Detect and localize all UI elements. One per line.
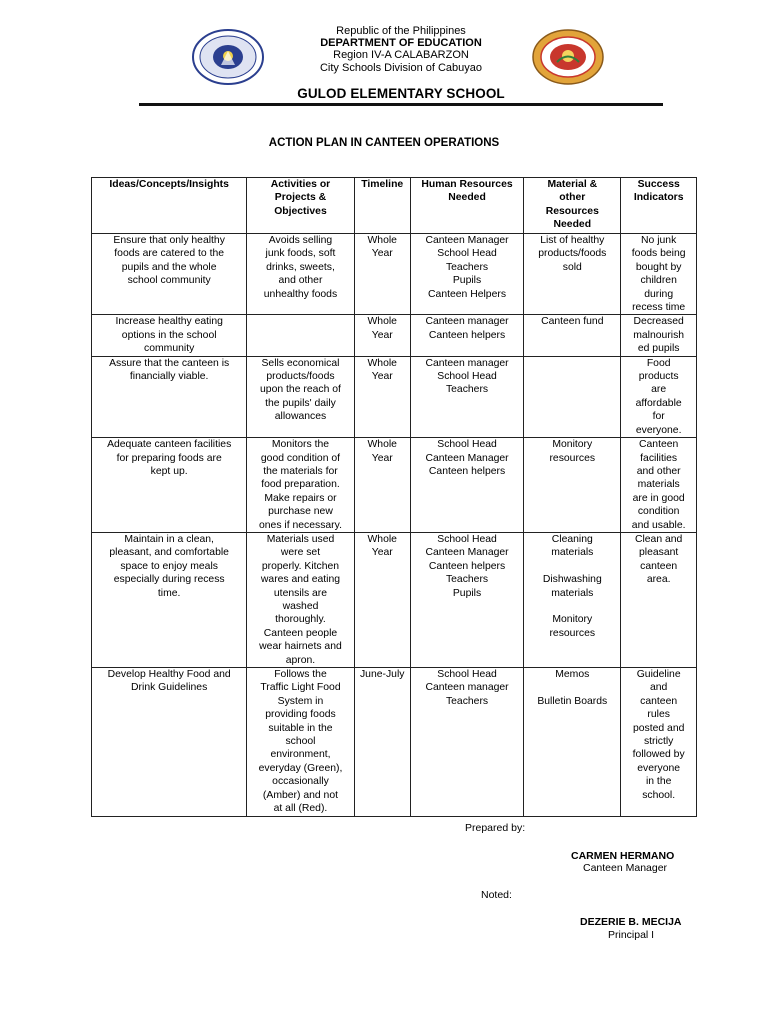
activity-cell — [247, 315, 354, 356]
human-resources-cell: School Head Canteen Manager Canteen helpers Teachers Pupils — [410, 532, 523, 667]
human-resources-cell: Canteen manager Canteen helpers — [410, 315, 523, 356]
action-plan-table — [91, 177, 697, 817]
idea-cell: Assure that the canteen is financially viable. — [92, 356, 247, 437]
header-department: DEPARTMENT OF EDUCATION — [320, 37, 482, 49]
success-indicator-cell: Canteen facilities and other materials are in good condition and usable. — [621, 438, 697, 533]
material-resources-cell: Memos Bulletin Boards — [524, 668, 621, 817]
idea-cell: Adequate canteen facilities for preparing foods are kept up. — [92, 438, 247, 533]
noted-name: DEZERIE B. MECIJA — [580, 916, 682, 928]
column-header: Success Indicators — [621, 178, 697, 234]
idea-cell: Increase healthy eating options in the school community — [92, 315, 247, 356]
noted-role: Principal I — [608, 929, 655, 941]
school-name: GULOD ELEMENTARY SCHOOL — [297, 86, 505, 101]
column-header: Material & other Resources Needed — [524, 178, 621, 234]
table-row — [92, 315, 697, 356]
human-resources-cell: Canteen Manager School Head Teachers Pupils Canteen Helpers — [410, 234, 523, 315]
table-row — [92, 668, 697, 817]
prepared-by-name-wrap — [571, 850, 674, 862]
material-resources-cell: List of healthy products/foods sold — [524, 234, 621, 315]
header-division: City Schools Division of Cabuyao — [319, 62, 483, 74]
document-title: ACTION PLAN IN CANTEEN OPERATIONS — [268, 137, 500, 149]
prepared-by-name: CARMEN HERMANO — [571, 850, 675, 862]
column-header: Activities or Projects & Objectives — [247, 178, 354, 234]
timeline-cell: Whole Year — [354, 438, 410, 533]
success-indicator-cell: Clean and pleasant canteen area. — [621, 532, 697, 667]
activity-cell: Avoids selling junk foods, soft drinks, sweets, and other unhealthy foods — [247, 234, 354, 315]
material-resources-cell: Monitory resources — [524, 438, 621, 533]
human-resources-cell: Canteen manager School Head Teachers — [410, 356, 523, 437]
column-header: Timeline — [354, 178, 410, 234]
timeline-cell: Whole Year — [354, 532, 410, 667]
activity-cell: Follows the Traffic Light Food System in providing foods suitable in the school environment, everyday (Green), occasionally (Amber) and not at all (Red). — [247, 668, 354, 817]
table-header-row — [92, 178, 697, 234]
noted-name-wrap — [580, 916, 682, 928]
header-republic: Republic of the Philippines — [336, 25, 466, 37]
human-resources-cell: School Head Canteen Manager Canteen helpers — [410, 438, 523, 533]
column-header: Ideas/Concepts/Insights — [92, 178, 247, 234]
column-header: Human Resources Needed — [410, 178, 523, 234]
timeline-cell: Whole Year — [354, 234, 410, 315]
success-indicator-cell: No junk foods being bought by children during recess time — [621, 234, 697, 315]
activity-cell: Materials used were set properly. Kitchen wares and eating utensils are washed thoroughly. Canteen people wear hairnets and apron. — [247, 532, 354, 667]
material-resources-cell: Canteen fund — [524, 315, 621, 356]
timeline-cell: Whole Year — [354, 356, 410, 437]
success-indicator-cell: Guideline and canteen rules posted and strictly followed by everyone in the school. — [621, 668, 697, 817]
table-row — [92, 532, 697, 667]
prepared-by-label: Prepared by: — [465, 822, 526, 834]
activity-cell: Monitors the good condition of the materials for food preparation. Make repairs or purchase new ones if necessary. — [247, 438, 354, 533]
table-row — [92, 438, 697, 533]
human-resources-cell: School Head Canteen manager Teachers — [410, 668, 523, 817]
prepared-by-role: Canteen Manager — [583, 862, 668, 874]
activity-cell: Sells economical products/foods upon the reach of the pupils' daily allowances — [247, 356, 354, 437]
noted-label: Noted: — [481, 889, 512, 901]
idea-cell: Ensure that only healthy foods are catered to the pupils and the whole school community — [92, 234, 247, 315]
success-indicator-cell: Food products are affordable for everyone. — [621, 356, 697, 437]
material-resources-cell: Cleaning materials Dishwashing materials Monitory resources — [524, 532, 621, 667]
success-indicator-cell: Decreased malnourish ed pupils — [621, 315, 697, 356]
timeline-cell: June-July — [354, 668, 410, 817]
timeline-cell: Whole Year — [354, 315, 410, 356]
header-region: Region IV-A CALABARZON — [333, 49, 469, 61]
material-resources-cell — [524, 356, 621, 437]
idea-cell: Develop Healthy Food and Drink Guidelines — [92, 668, 247, 817]
header-rule — [139, 103, 663, 106]
table-row — [92, 356, 697, 437]
table-row — [92, 234, 697, 315]
idea-cell: Maintain in a clean, pleasant, and comfortable space to enjoy meals especially during recess time. — [92, 532, 247, 667]
